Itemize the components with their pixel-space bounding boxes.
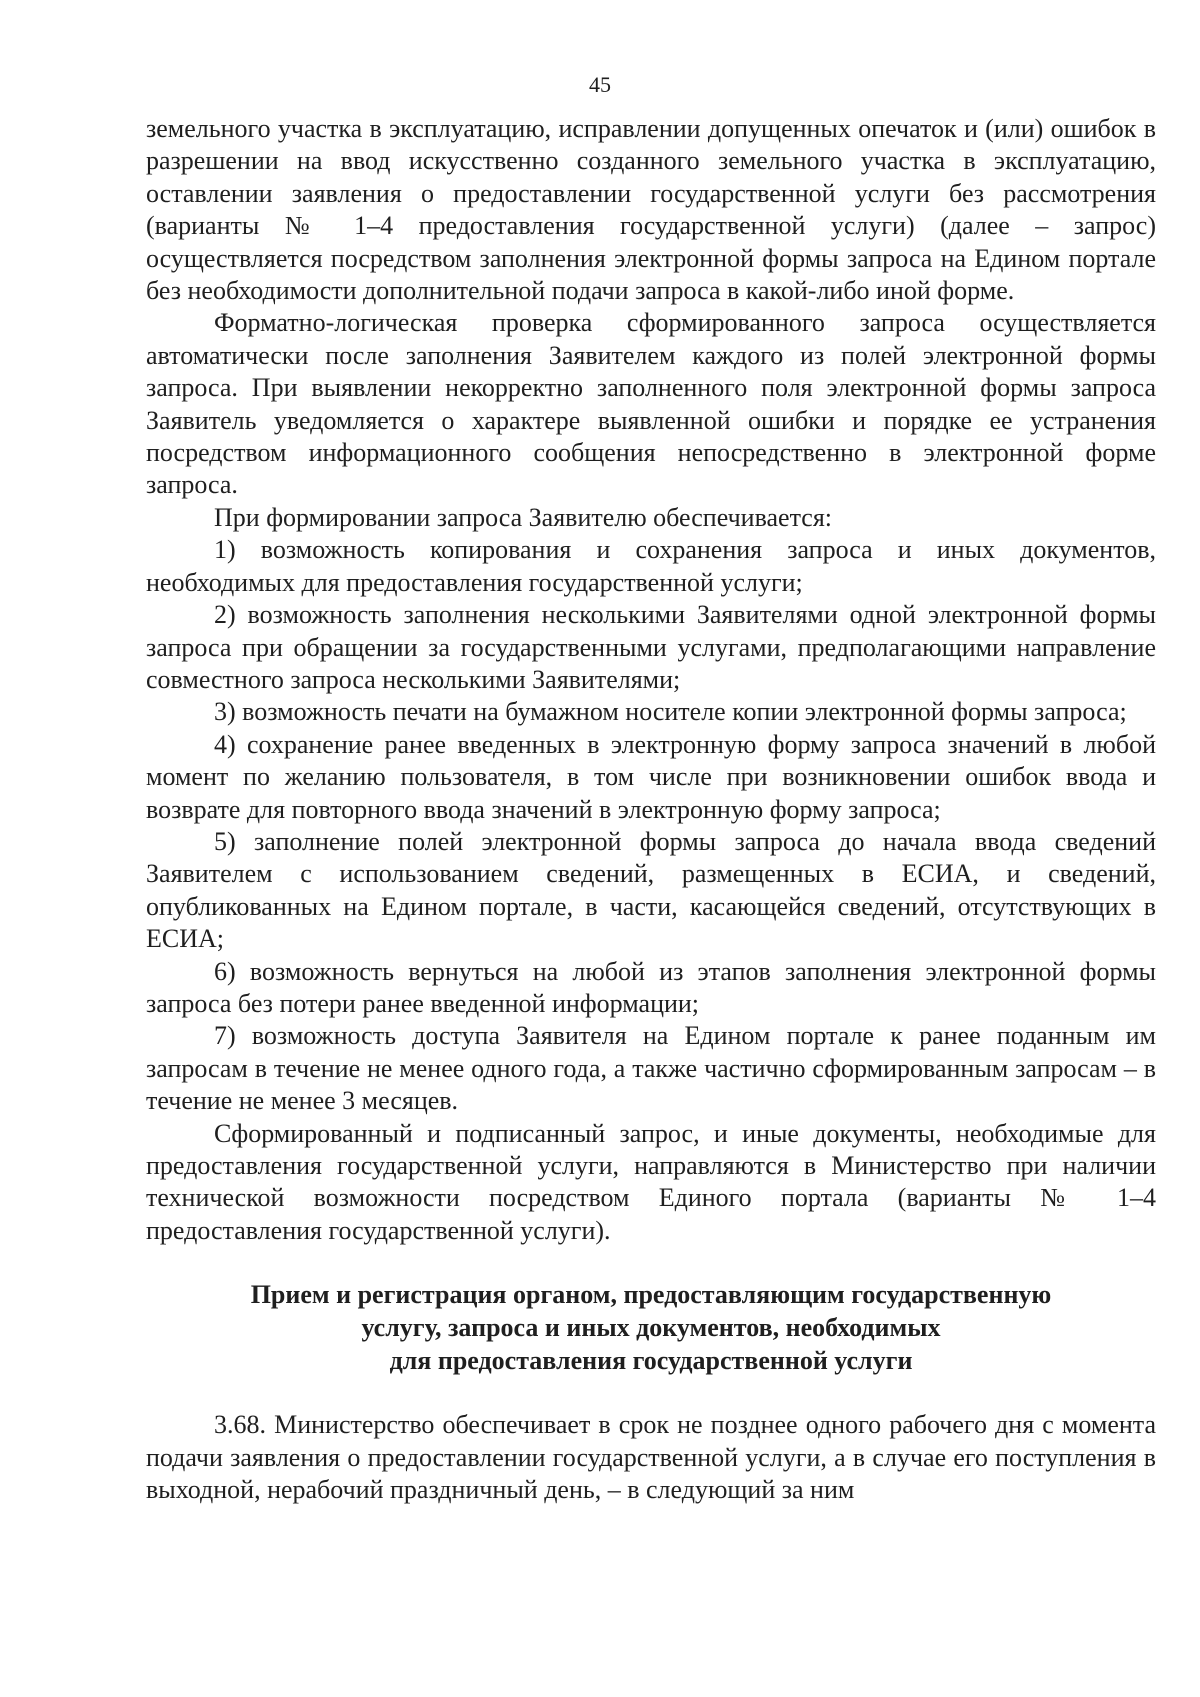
list-item-5: 5) заполнение полей электронной формы запроса до начала ввода сведений Заявителем с использованием сведений, размещенных в ЕСИА, и сведений, опубликованных на Едином портале, в части, касающейся сведений, отсутствующих в ЕСИА; (146, 826, 1156, 954)
list-item-6: 6) возможность вернуться на любой из этапов заполнения электронной формы запроса без потери ранее введенной информации; (146, 956, 1156, 1018)
section-heading-line-1: Прием и регистрация органом, предоставляющим государственную (250, 1280, 1052, 1310)
section-heading (146, 1278, 1156, 1377)
list-item-3: 3) возможность печати на бумажном носителе копии электронной формы запроса; (214, 697, 1127, 727)
list-item-1: 1) возможность копирования и сохранения запроса и иных документов, необходимых для предоставления государственной услуги; (146, 535, 1156, 597)
list-item-4: 4) сохранение ранее введенных в электронную форму запроса значений в любой момент по желанию пользователя, в том числе при возникновении ошибок ввода и возврате для повторного ввода значений в электронную форму запроса; (146, 729, 1156, 824)
page-content (146, 113, 1156, 1506)
page-number: 45 (589, 72, 611, 97)
paragraph-submission: Сформированный и подписанный запрос, и иные документы, необходимые для предоставления государственной услуги, направляются в Министерство при наличии технической возможности посредством Единого портала (варианты № 1–4 предоставления государственной услуги). (146, 1118, 1156, 1245)
paragraph-list-intro: При формировании запроса Заявителю обеспечивается: (214, 502, 832, 532)
paragraph-continuation: земельного участка в эксплуатацию, исправлении допущенных опечаток и (или) ошибок в разрешении на ввод искусственно созданного земельного участка в эксплуатацию, оставлении заявления о предоставлении государственной услуги без рассмотрения (варианты № 1–4 предоставления государственной услуги) (далее – запрос) осуществляется посредством заполнения электронной формы запроса на Едином портале без необходимости дополнительной подачи запроса в какой-либо иной форме. (146, 114, 1156, 306)
list-item-2: 2) возможность заполнения несколькими Заявителями одной электронной формы запроса при обращении за государственными услугами, предполагающими направление совместного запроса несколькими Заявителями; (146, 600, 1156, 694)
section-heading-line-2: услугу, запроса и иных документов, необходимых (361, 1313, 941, 1343)
paragraph-3-68: 3.68. Министерство обеспечивает в срок не позднее одного рабочего дня с момента подачи заявления о предоставлении государственной услуги, а в случае его поступления в выходной, нерабочий праздничный день, – в следующий за ним (146, 1410, 1156, 1505)
paragraph-format-check: Форматно-логическая проверка сформированного запроса осуществляется автоматически после заполнения Заявителем каждого из полей электронной формы запроса. При выявлении некорректно заполненного поля электронной формы запроса Заявитель уведомляется о характере выявленной ошибки и порядке ее устранения посредством информационного сообщения непосредственно в электронной форме запроса. (146, 308, 1156, 500)
section-heading-line-3: для предоставления государственной услуги (389, 1346, 913, 1376)
list-item-7: 7) возможность доступа Заявителя на Едином портале к ранее поданным им запросам в течение не менее одного года, а также частично сформированным запросам – в течение не менее 3 месяцев. (146, 1021, 1156, 1116)
